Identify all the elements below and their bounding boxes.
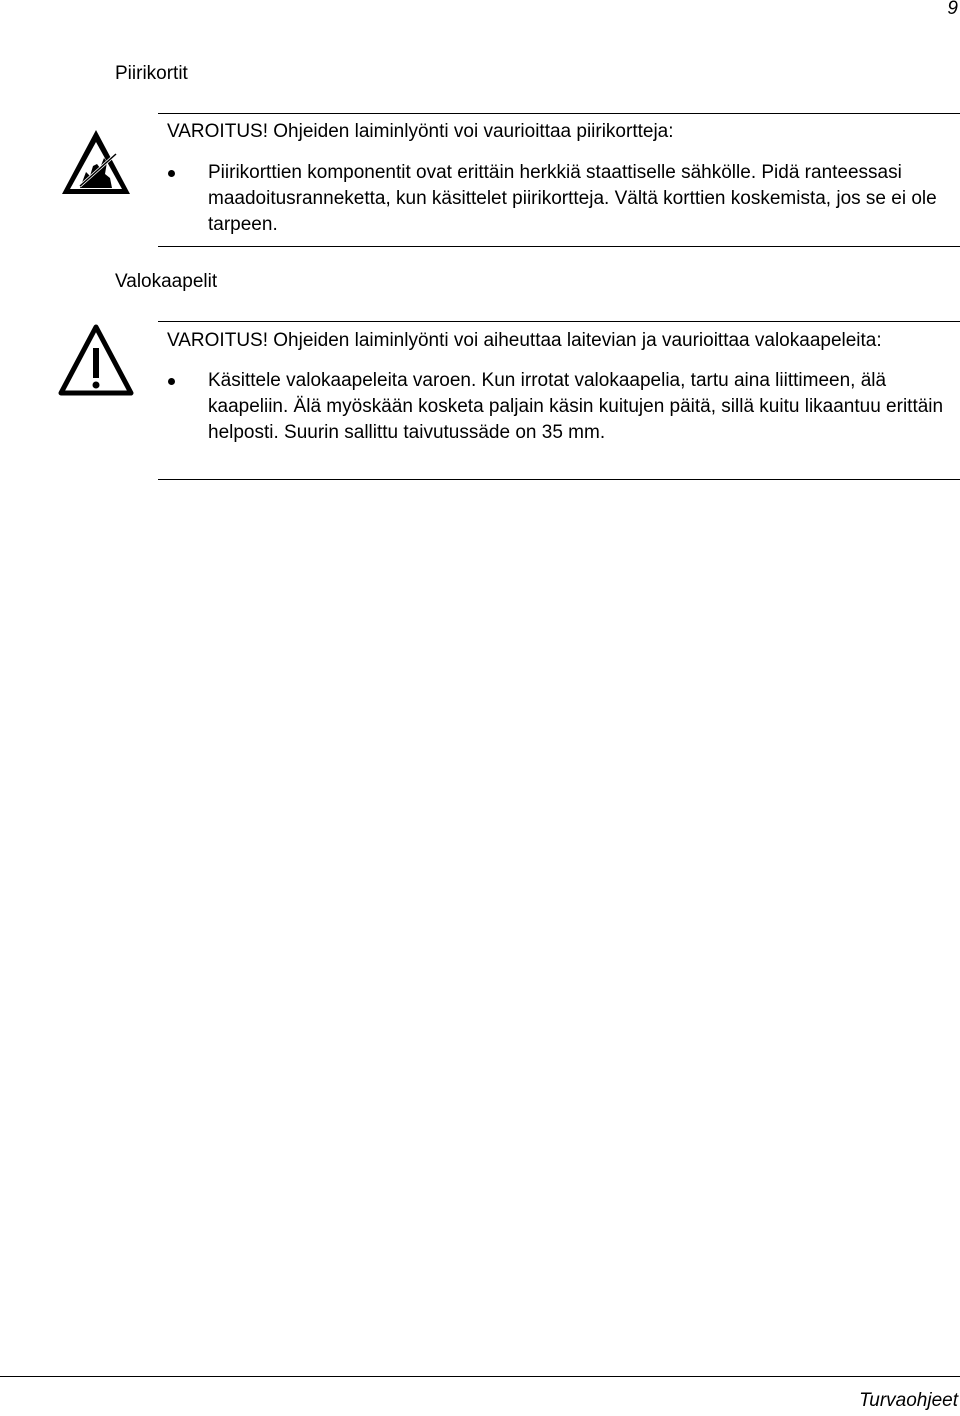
warning-bottom-rule: [158, 479, 960, 480]
warning-top-rule: [158, 321, 960, 322]
bullet-text: Käsittele valokaapeleita varoen. Kun irrotat valokaapelia, tartu aina liittimeen, älä kaapeliin. Älä myöskään kosketa paljain käsin kuitujen päitä, sillä kuitu likaantuu erittäin helposti. Suurin sallittu taivutussäde on 35 mm.: [208, 370, 944, 443]
section-heading-valokaapelit: Valokaapelit: [115, 271, 218, 292]
warning-intro: [167, 328, 947, 354]
warning-intro: [167, 119, 947, 145]
general-warning-icon: [58, 324, 134, 396]
warning-block-piirikortit: [167, 119, 947, 238]
section-heading-piirikortit: Piirikortit: [115, 63, 188, 84]
bullet-list: [167, 368, 947, 446]
list-item: [167, 368, 947, 446]
warning-top-rule: [158, 113, 960, 114]
page-number: 9: [947, 0, 958, 19]
warning-label: VAROITUS!: [167, 121, 268, 142]
bullet-list: [167, 160, 947, 238]
footer-title: Turvaohjeet: [859, 1390, 958, 1411]
warning-bottom-rule: [158, 246, 960, 247]
warning-text: Ohjeiden laiminlyönti voi aiheuttaa laitevian ja vaurioittaa valokaapeleita:: [268, 330, 882, 351]
warning-text: Ohjeiden laiminlyönti voi vaurioittaa piirikortteja:: [268, 121, 674, 142]
bullet-icon: [168, 378, 175, 385]
esd-warning-icon: [60, 128, 132, 196]
footer-rule: [0, 1376, 960, 1377]
warning-label: VAROITUS!: [167, 330, 268, 351]
bullet-icon: [168, 170, 175, 177]
list-item: [167, 160, 947, 238]
bullet-text: Piirikorttien komponentit ovat erittäin herkkiä staattiselle sähkölle. Pidä ranteessasi maadoitusranneketta, kun käsittelet piirikortteja. Vältä korttien koskemista, jos se ei ole tarpeen.: [208, 162, 937, 235]
warning-block-valokaapelit: [167, 328, 947, 446]
